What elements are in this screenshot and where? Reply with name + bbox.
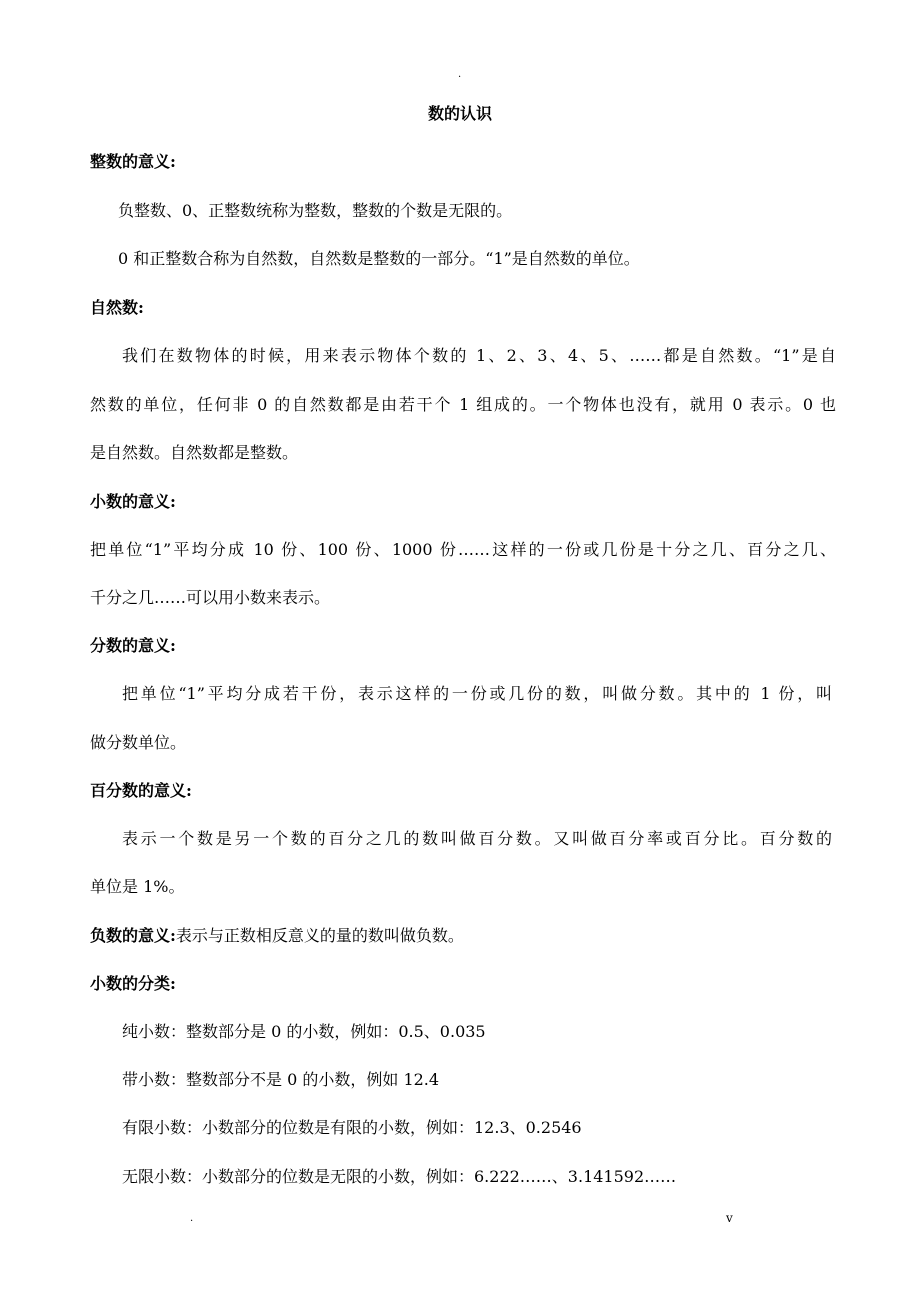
classification-item: 纯小数：整数部分是 0 的小数，例如：0.5、0.035	[122, 1022, 486, 1041]
paragraph-line: 单位是 1%。	[90, 877, 185, 896]
paragraph-line: 把单位“1”平均分成若干份，表示这样的一份或几份的数，叫做分数。其中的 1 份，叫	[122, 684, 832, 703]
paragraph-line: 做分数单位。	[90, 733, 187, 752]
paragraph-line: 把单位“1”平均分成 10 份、100 份、1000 份……这样的一份或几份是十分之几、百分之几、	[90, 540, 836, 559]
paragraph-line: 是自然数。自然数都是整数。	[90, 443, 299, 462]
section-heading-natural: 自然数:	[90, 298, 144, 317]
footer-mark: v	[726, 1211, 733, 1225]
page-title: 数的认识	[427, 104, 492, 123]
footer-dot: .	[190, 1213, 194, 1224]
classification-item: 带小数：整数部分不是 0 的小数，例如 12.4	[122, 1070, 440, 1089]
header-dot: .	[458, 69, 462, 80]
paragraph-line: 千分之几……可以用小数来表示。	[90, 588, 331, 607]
negative-definition	[90, 924, 464, 948]
section-heading-percent: 百分数的意义:	[90, 781, 192, 800]
section-heading-classification: 小数的分类:	[90, 974, 176, 993]
section-heading-fraction: 分数的意义:	[90, 636, 176, 655]
classification-item: 有限小数：小数部分的位数是有限的小数，例如：12.3、0.2546	[122, 1118, 582, 1137]
section-heading-integer: 整数的意义:	[90, 152, 176, 171]
paragraph-text: 表示与正数相反意义的量的数叫做负数。	[175, 926, 464, 945]
paragraph-line: 然数的单位，任何非 0 的自然数都是由若干个 1 组成的。一个物体也没有，就用 0 表示。0 也	[90, 395, 836, 414]
paragraph-line: 0 和正整数合称为自然数，自然数是整数的一部分。“1”是自然数的单位。	[118, 249, 640, 268]
section-heading-negative: 负数的意义:	[90, 926, 176, 945]
section-heading-decimal: 小数的意义:	[90, 492, 176, 511]
paragraph-line: 表示一个数是另一个数的百分之几的数叫做百分数。又叫做百分率或百分比。百分数的	[122, 829, 832, 848]
paragraph-line: 负整数、0、正整数统称为整数，整数的个数是无限的。	[118, 201, 513, 220]
classification-item: 无限小数：小数部分的位数是无限的小数，例如：6.222……、3.141592……	[122, 1167, 677, 1186]
paragraph-line: 我们在数物体的时候，用来表示物体个数的 1、2、3、4、5、……都是自然数。“1”是自	[122, 346, 836, 365]
